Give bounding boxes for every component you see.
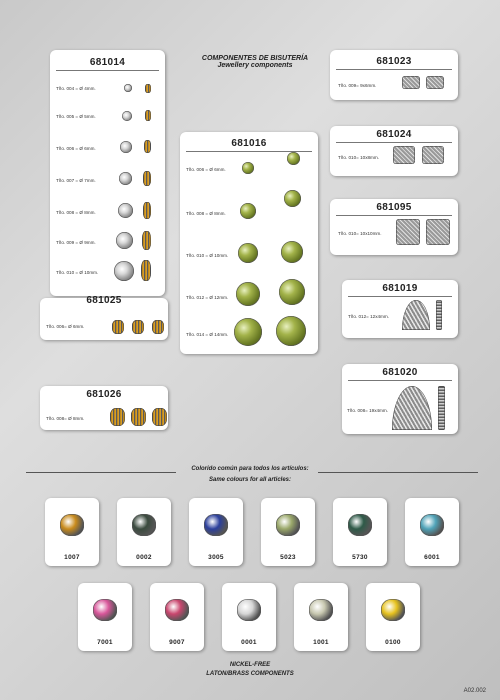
title-spanish: COMPONENTES DE BISUTERÍA — [201, 55, 309, 62]
size-label: Tño. 009 = Ø 9mm. — [56, 240, 96, 245]
product-code: 681019 — [382, 283, 418, 294]
divider — [348, 380, 452, 381]
colour-swatch[interactable] — [366, 583, 420, 651]
colour-code: 5730 — [352, 554, 368, 561]
size-label: Tño. 006= Ø 6mm. — [46, 324, 85, 329]
colours-heading-es: Colorido común para todos los artículos: — [191, 466, 309, 472]
product-card-681014 — [50, 50, 165, 296]
colour-code: 0002 — [136, 554, 152, 561]
product-code: 681095 — [376, 202, 412, 213]
title-english: Jewellery components — [217, 62, 293, 69]
rondel-image — [143, 202, 151, 219]
colour-code: 5023 — [280, 554, 296, 561]
spacer-image — [426, 76, 444, 89]
footer-brass: LATON/BRASS COMPONENTS — [206, 671, 294, 677]
size-label: Tño. 007 = Ø 7mm. — [56, 178, 96, 183]
colour-swatch[interactable] — [222, 583, 276, 651]
colour-code: 3005 — [208, 554, 224, 561]
divider — [336, 69, 452, 70]
product-code: 681026 — [86, 389, 122, 400]
colour-swatch[interactable] — [45, 498, 99, 566]
product-card-681026 — [40, 386, 168, 430]
bead-image — [284, 190, 301, 207]
divider — [336, 215, 452, 216]
colour-code: 6001 — [424, 554, 440, 561]
size-label: Tño. 008= Ø 8mm. — [46, 416, 85, 421]
product-code: 681025 — [86, 295, 122, 306]
rondel-image — [132, 320, 144, 334]
colour-swatch[interactable] — [405, 498, 459, 566]
bead-image — [287, 152, 300, 165]
bead-image — [114, 261, 134, 281]
bead-image — [204, 514, 228, 536]
colour-swatch[interactable] — [261, 498, 315, 566]
colour-swatch[interactable] — [150, 583, 204, 651]
size-label: Tño. 010 = Ø 10mm. — [186, 253, 229, 258]
divider — [348, 296, 452, 297]
divider — [56, 70, 159, 71]
half-ring-image — [392, 386, 432, 430]
divider — [336, 142, 452, 143]
size-label: Tño. 006 = Ø 6mm. — [186, 167, 226, 172]
rondel-image — [145, 84, 151, 93]
bead-image — [119, 172, 132, 185]
bead-image — [124, 84, 132, 92]
colour-code: 7001 — [97, 639, 113, 646]
size-label: Tño. 012 = Ø 12mm. — [186, 295, 229, 300]
spacer-image — [396, 219, 420, 245]
bead-image — [309, 599, 333, 621]
product-card-681020 — [342, 364, 458, 434]
bead-image — [281, 241, 303, 263]
bead-image — [165, 599, 189, 621]
size-label: Tño. 008 = Ø 8mm. — [56, 210, 96, 215]
product-code: 681020 — [382, 367, 418, 378]
half-ring-image — [402, 300, 430, 330]
colour-swatch[interactable] — [333, 498, 387, 566]
bead-image — [238, 243, 258, 263]
size-label: Tño. 009= 9x6mm. — [338, 83, 377, 88]
bead-image — [60, 514, 84, 536]
product-code: 681023 — [376, 56, 412, 67]
product-code: 681024 — [376, 129, 412, 140]
product-card-681016 — [180, 132, 318, 354]
product-card-681019 — [342, 280, 458, 338]
product-code: 681014 — [89, 57, 126, 68]
colour-swatch[interactable] — [189, 498, 243, 566]
rondel-image — [142, 231, 151, 250]
colour-code: 1001 — [313, 639, 329, 646]
bead-image — [132, 514, 156, 536]
spacer-image — [402, 76, 420, 89]
rondel-image — [143, 171, 151, 186]
section-divider — [318, 472, 478, 473]
bead-image — [236, 282, 260, 306]
bead-image — [122, 111, 132, 121]
product-card-681095 — [330, 199, 458, 255]
bead-image — [276, 514, 300, 536]
rondel-image — [152, 408, 167, 426]
page-title — [170, 55, 340, 69]
bead-image — [116, 232, 133, 249]
section-divider — [26, 472, 176, 473]
bead-image — [276, 316, 306, 346]
product-card-681023 — [330, 50, 458, 100]
size-label: Tño. 004 = Ø 4mm. — [56, 86, 96, 91]
colour-swatch[interactable] — [294, 583, 348, 651]
colour-swatch[interactable] — [117, 498, 171, 566]
bead-image — [120, 141, 132, 153]
side-bar-image — [438, 386, 445, 430]
size-label: Tño. 014 = Ø 14mm. — [186, 332, 229, 337]
colour-code: 0100 — [385, 639, 401, 646]
bead-image — [240, 203, 256, 219]
page-code: A02.002 — [463, 688, 486, 694]
spacer-image — [426, 219, 450, 245]
bead-image — [242, 162, 254, 174]
size-label: Tño. 006 = Ø 6mm. — [56, 146, 96, 151]
rondel-image — [144, 140, 151, 153]
size-label: Tño. 008 = Ø 8mm. — [186, 211, 226, 216]
rondel-image — [152, 320, 164, 334]
bead-image — [93, 599, 117, 621]
side-bar-image — [436, 300, 442, 330]
size-label: Tño. 010= 10x8mm. — [338, 155, 379, 160]
bead-image — [237, 599, 261, 621]
colour-code: 0001 — [241, 639, 257, 646]
spacer-image — [393, 146, 415, 164]
colours-heading-en: Same colours for all articles: — [208, 477, 292, 483]
rondel-image — [112, 320, 124, 334]
bead-image — [234, 318, 262, 346]
spacer-image — [422, 146, 444, 164]
bead-image — [348, 514, 372, 536]
product-code: 681016 — [231, 138, 267, 149]
colour-code: 1007 — [64, 554, 80, 561]
bead-image — [118, 203, 133, 218]
product-card-681024 — [330, 126, 458, 176]
product-card-681025 — [40, 295, 168, 340]
footer-nickel-free: NICKEL-FREE — [229, 662, 271, 668]
size-label: Tño. 010= 10x10mm. — [338, 231, 382, 236]
bead-image — [420, 514, 444, 536]
rondel-image — [145, 110, 151, 121]
rondel-image — [141, 260, 151, 281]
size-label: Tño. 012= 12x4mm. — [348, 314, 389, 319]
size-label: Tño. 005 = Ø 5mm. — [56, 114, 96, 119]
colour-swatch[interactable] — [78, 583, 132, 651]
bead-image — [279, 279, 305, 305]
rondel-image — [131, 408, 146, 426]
rondel-image — [110, 408, 125, 426]
size-label: Tño. 008= 19x4mm. — [347, 408, 388, 413]
size-label: Tño. 010 = Ø 10mm. — [56, 270, 99, 275]
colour-code: 9007 — [169, 639, 185, 646]
bead-image — [381, 599, 405, 621]
